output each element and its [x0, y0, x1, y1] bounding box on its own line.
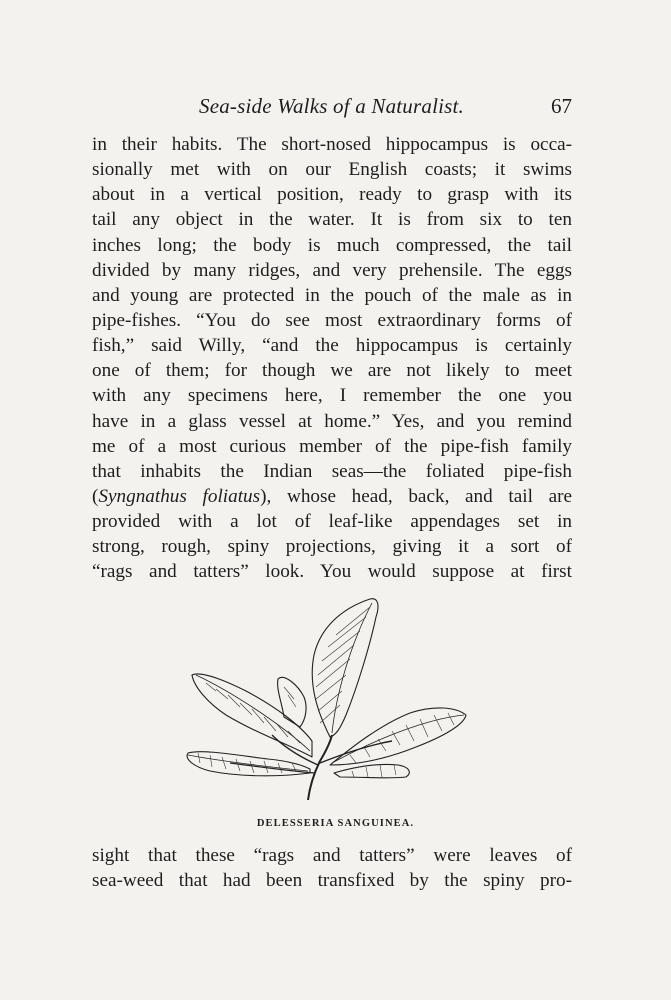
seaweed-frond-lower-left: [187, 752, 310, 776]
text-line: have in a glass vessel at home.” Yes, and you remind: [92, 410, 572, 432]
text-line: tail any object in the water. It is from six to ten: [92, 209, 572, 231]
text-line-italic-name: (Syngnathus foliatus), whose head, back, and tail are: [92, 485, 572, 507]
seaweed-frond-right: [330, 708, 466, 765]
text-line: divided by many ridges, and very prehensile. The eggs: [92, 259, 572, 281]
running-head: [120, 94, 572, 122]
seaweed-frond-right-small: [334, 764, 409, 777]
text-line: pipe-fishes. “You do see most extraordinary forms of: [92, 309, 572, 331]
running-title: Sea-side Walks of a Naturalist.: [199, 94, 465, 118]
seaweed-frond-central: [312, 599, 378, 737]
seaweed-illustration: [180, 595, 470, 807]
text-line: inches long; the body is much compressed, the tail: [92, 234, 572, 256]
text-line: about in a vertical position, ready to grasp with its: [92, 184, 572, 206]
text-line: that inhabits the Indian seas—the foliated pipe-fish: [92, 460, 572, 482]
text-line: and young are protected in the pouch of the male as in: [92, 284, 572, 306]
text-line: with any specimens here, I remember the one you: [92, 385, 572, 407]
seaweed-stem-branch: [230, 763, 314, 773]
text-line: “rags and tatters” look. You would suppose at first: [92, 561, 572, 583]
text-line: in their habits. The short-nosed hippocampus is occa-: [92, 134, 572, 155]
seaweed-drawing: [180, 595, 470, 807]
text-line: strong, rough, spiny projections, giving it a sort of: [92, 536, 572, 558]
text-line: sight that these “rags and tatters” were leaves of: [92, 845, 572, 866]
scientific-name: Syngnathus foliatus: [98, 485, 261, 507]
seaweed-frond-left-mid: [278, 677, 306, 727]
text-line: sionally met with on our English coasts; it swims: [92, 159, 572, 181]
figure-caption: DELESSERIA SANGUINEA.: [256, 818, 415, 829]
text-line: provided with a lot of leaf-like appendages set in: [92, 511, 572, 533]
text-line: sea-weed that had been transfixed by the spiny pro-: [92, 870, 572, 892]
body-text-top: [92, 132, 572, 585]
text-line: one of them; for though we are not likely to meet: [92, 360, 572, 382]
page-number: 67: [551, 94, 572, 118]
text-line: me of a most curious member of the pipe-fish family: [92, 435, 572, 457]
text-line: fish,” said Willy, “and the hippocampus is certainly: [92, 335, 572, 357]
body-text-bottom: [92, 843, 572, 893]
